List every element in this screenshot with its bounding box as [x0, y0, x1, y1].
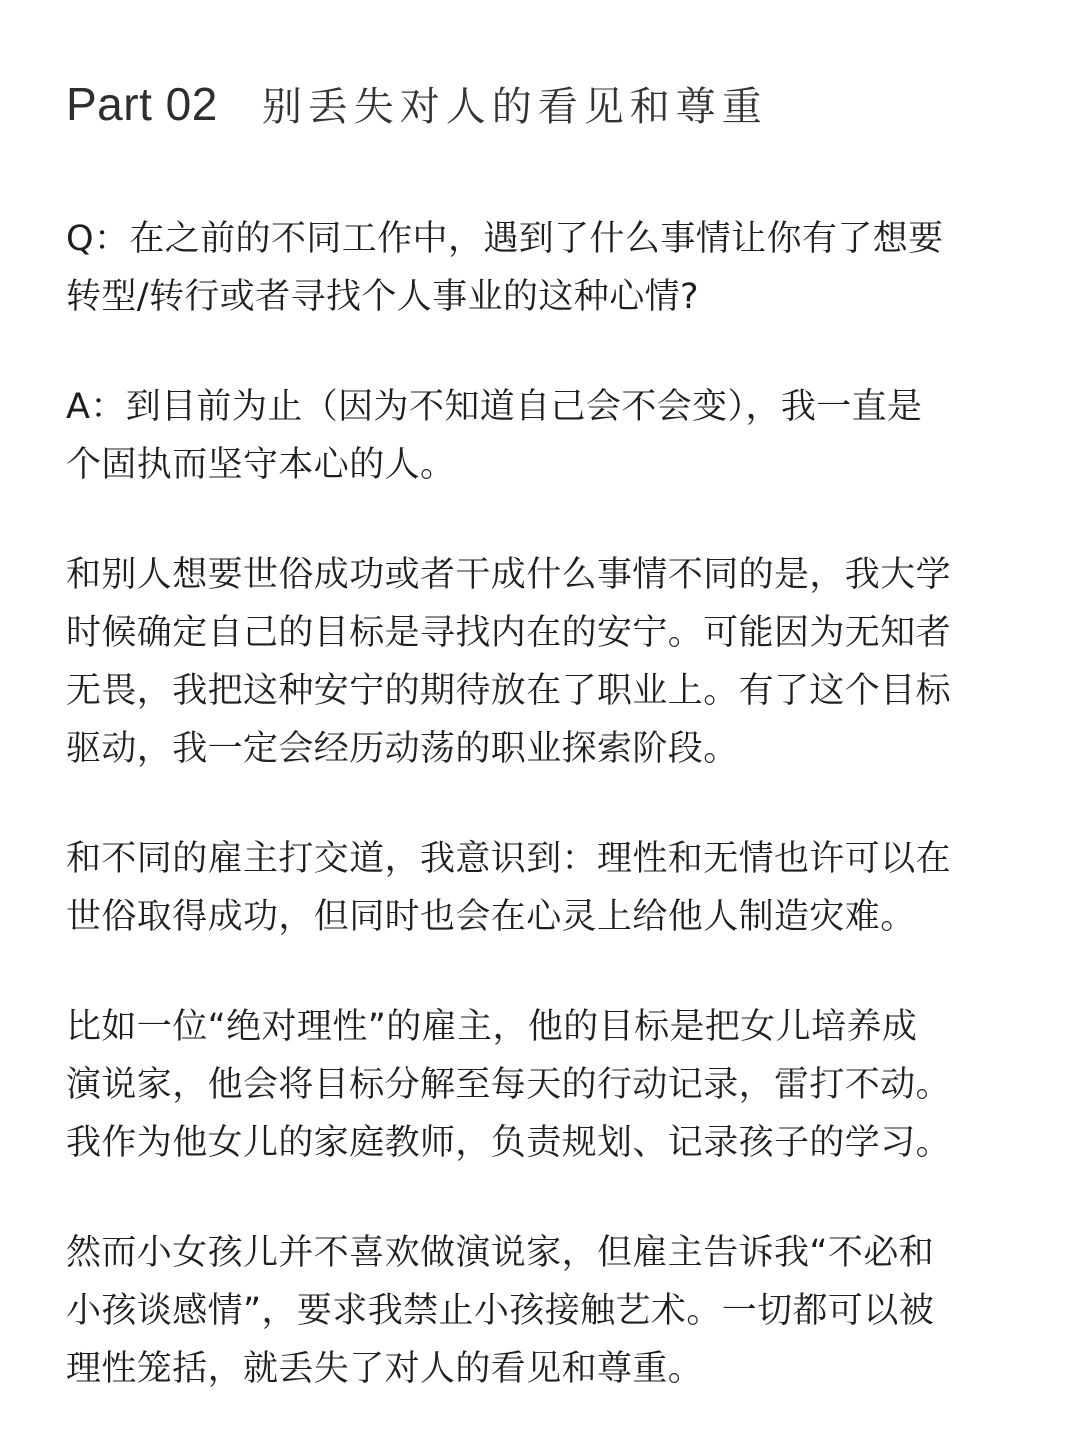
body-paragraph: [66, 998, 1020, 1172]
text-line: 个固执而坚守本心的人。: [66, 445, 456, 485]
section-number: Part 02: [66, 78, 218, 130]
text-line: 世俗取得成功，但同时也会在心灵上给他人制造灾难。: [66, 897, 916, 937]
text-line: 驱动，我一定会经历动荡的职业探索阶段。: [66, 729, 739, 769]
text-line: 时候确定自己的目标是寻找内在的安宁。可能因为无知者: [66, 613, 952, 653]
text-line: 转型/转行或者寻找个人事业的这种心情?: [66, 277, 699, 317]
text-line: 和别人想要世俗成功或者干成什么事情不同的是，我大学: [66, 555, 952, 595]
body-paragraph: [66, 1224, 1020, 1398]
text-line: 比如一位“绝对理性”的雇主，他的目标是把女儿培养成: [66, 1007, 918, 1047]
section-title: 别丢失对人的看见和尊重: [261, 84, 768, 130]
body-paragraph: [66, 546, 1020, 778]
answer-paragraph: [66, 378, 1020, 494]
text-line: 然而小女孩儿并不喜欢做演说家，但雇主告诉我“不必和: [66, 1233, 935, 1273]
section-heading: [66, 74, 1020, 134]
text-line: 演说家，他会将目标分解至每天的行动记录，雷打不动。: [66, 1065, 952, 1105]
text-line: 我作为他女儿的家庭教师，负责规划、记录孩子的学习。: [66, 1123, 952, 1163]
text-line: 无畏，我把这种安宁的期待放在了职业上。有了这个目标: [66, 671, 952, 711]
body-paragraph: [66, 830, 1020, 946]
text-line: 和不同的雇主打交道，我意识到：理性和无情也许可以在: [66, 839, 952, 879]
question-paragraph: [66, 210, 1020, 326]
text-line: 小孩谈感情”，要求我禁止小孩接触艺术。一切都可以被: [66, 1291, 935, 1331]
text-line: Q：在之前的不同工作中，遇到了什么事情让你有了想要: [66, 219, 944, 259]
text-line: A：到目前为止（因为不知道自己会不会变），我一直是: [66, 387, 923, 427]
text-line: 理性笼括，就丢失了对人的看见和尊重。: [66, 1349, 704, 1389]
